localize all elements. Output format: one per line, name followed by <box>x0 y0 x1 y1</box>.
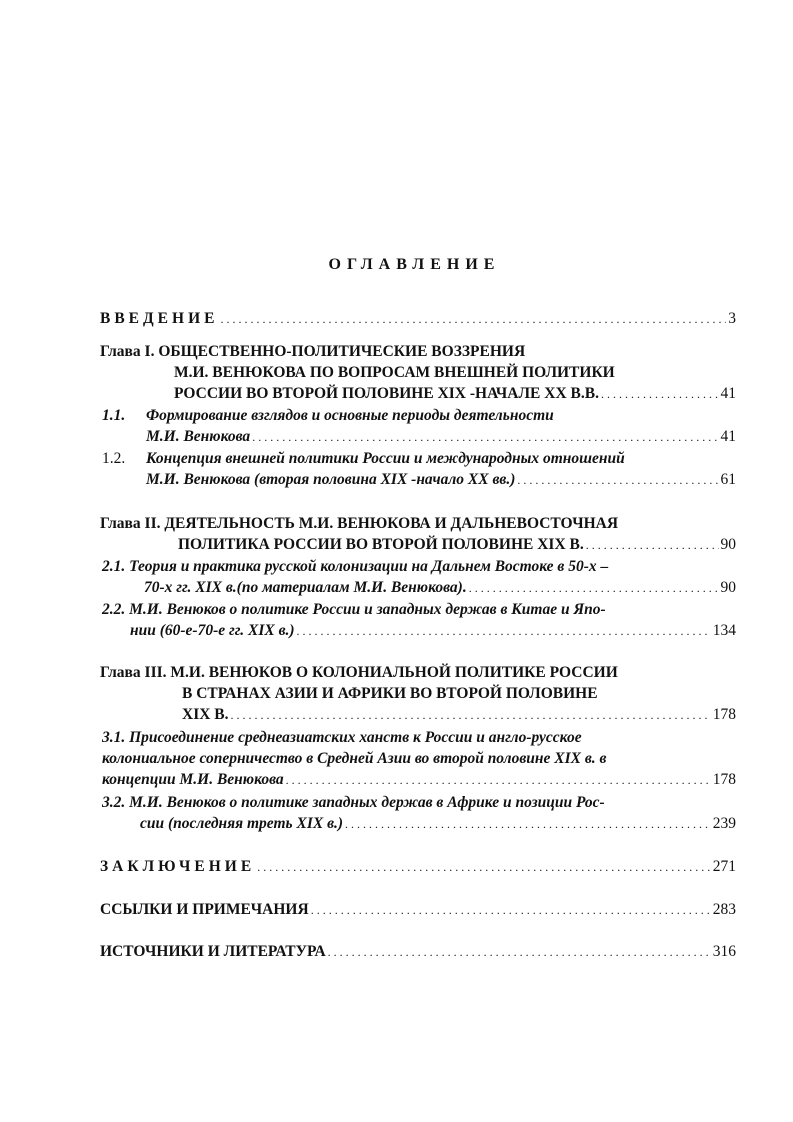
toc-entry-sources[interactable] <box>100 941 736 963</box>
dot-leader <box>297 620 711 642</box>
section-2-1-line2: 70-х гг. XIX в.(по материалам М.И. Венюкова). <box>144 579 467 596</box>
toc-page-number: 134 <box>712 622 736 639</box>
dot-leader <box>257 856 711 878</box>
dot-leader <box>328 941 711 963</box>
chapter3-heading-line3: XIX В. <box>182 706 229 723</box>
toc-page-number: 61 <box>720 471 736 488</box>
section-1-1-line1[interactable]: Формирование взглядов и основные периоды деятельности <box>146 407 554 424</box>
dot-leader <box>517 469 718 491</box>
toc-entry-section-1-2[interactable] <box>146 469 736 491</box>
toc-entry-chapter1[interactable] <box>174 383 736 405</box>
toc-entry-conclusion[interactable] <box>100 856 736 878</box>
section-1-1-line2: М.И. Венюкова <box>146 428 251 445</box>
section-2-2-line1[interactable]: 2.2. М.И. Венюков о политике России и западных держав в Китае и Япо- <box>102 601 606 618</box>
chapter3-heading-line2: В СТРАНАХ АЗИИ И АФРИКИ ВО ВТОРОЙ ПОЛОВИНЕ <box>182 685 598 702</box>
toc-page-number: 178 <box>712 771 736 788</box>
section-3-1-line2: колониальное соперничество в Средней Азии во второй половине XIX в. в <box>102 750 607 767</box>
toc-entry-label: ИСТОЧНИКИ И ЛИТЕРАТУРА <box>100 943 326 960</box>
section-3-1-line1[interactable]: 3.1. Присоединение среднеазиатских ханств к России и англо-русское <box>102 729 582 746</box>
toc-page-number: 3 <box>728 310 736 327</box>
section-3-1-line3: концепции М.И. Венюкова <box>102 771 284 788</box>
dot-leader <box>231 704 711 726</box>
dot-leader <box>252 426 718 448</box>
chapter3-heading-line1[interactable]: Глава III. М.И. ВЕНЮКОВ О КОЛОНИАЛЬНОЙ ПОЛИТИКЕ РОССИИ <box>100 664 618 681</box>
section-1-2-number: 1.2. <box>102 450 126 467</box>
dot-leader <box>286 769 711 791</box>
toc-entry-label: ЗАКЛЮЧЕНИЕ <box>100 858 256 875</box>
toc-entry-chapter3[interactable] <box>182 704 736 726</box>
toc-page-number: 178 <box>712 706 736 723</box>
toc-entry-section-3-2[interactable] <box>140 813 736 835</box>
toc-entry-notes[interactable] <box>100 899 736 921</box>
section-2-2-line2: нии (60-е-70-е гг. XIX в.) <box>130 622 295 639</box>
dot-leader <box>469 577 719 599</box>
dot-leader <box>311 899 711 921</box>
page-title: ОГЛАВЛЕНИЕ <box>328 256 501 273</box>
toc-page-number: 271 <box>712 858 736 875</box>
chapter2-heading-line2: ПОЛИТИКА РОССИИ ВО ВТОРОЙ ПОЛОВИНЕ XIX В. <box>178 536 584 553</box>
toc-entry-chapter2[interactable] <box>178 534 736 556</box>
section-1-1-number: 1.1. <box>102 407 126 424</box>
dot-leader <box>220 308 726 330</box>
chapter1-heading-line2: М.И. ВЕНЮКОВА ПО ВОПРОСАМ ВНЕШНЕЙ ПОЛИТИКИ <box>174 364 615 381</box>
section-2-1-line1[interactable]: 2.1. Теория и практика русской колонизации на Дальнем Востоке в 50-х – <box>102 558 609 575</box>
toc-page-number: 41 <box>720 428 736 445</box>
chapter2-heading-line1[interactable]: Глава II. ДЕЯТЕЛЬНОСТЬ М.И. ВЕНЮКОВА И ДАЛЬНЕВОСТОЧНАЯ <box>100 515 619 532</box>
chapter1-heading-line1[interactable]: Глава I. ОБЩЕСТВЕННО-ПОЛИТИЧЕСКИЕ ВОЗЗРЕНИЯ <box>100 343 526 360</box>
dot-leader <box>345 813 711 835</box>
toc-page-number: 316 <box>712 943 736 960</box>
toc-entry-section-2-1[interactable] <box>144 577 736 599</box>
toc-entry-section-1-1[interactable] <box>146 426 736 448</box>
toc-entry-section-2-2[interactable] <box>130 620 736 642</box>
chapter1-heading-line3: РОССИИ ВО ВТОРОЙ ПОЛОВИНЕ XIX -НАЧАЛЕ XX В.В. <box>174 385 599 402</box>
section-1-2-line1[interactable]: Концепция внешней политики России и международных отношений <box>146 450 625 467</box>
toc-entry-label: ССЫЛКИ И ПРИМЕЧАНИЯ <box>100 901 309 918</box>
section-3-2-line2: сии (последняя треть XIX в.) <box>140 815 344 832</box>
toc-page-number: 41 <box>720 385 736 402</box>
toc-entry-section-3-1[interactable] <box>102 769 736 791</box>
toc-entry-intro[interactable] <box>100 308 736 330</box>
section-3-2-line1[interactable]: 3.2. М.И. Венюков о политике западных держав в Африке и позиции Рос- <box>102 794 605 811</box>
toc-page-number: 90 <box>720 579 736 596</box>
dot-leader <box>586 534 719 556</box>
toc-page-number: 283 <box>712 901 736 918</box>
section-1-2-line2: М.И. Венюкова (вторая половина XIX -начало XX вв.) <box>146 471 516 488</box>
dot-leader <box>601 383 719 405</box>
toc-entry-label: ВВЕДЕНИЕ <box>100 310 219 327</box>
toc-page-number: 90 <box>720 536 736 553</box>
toc-page-number: 239 <box>712 815 736 832</box>
